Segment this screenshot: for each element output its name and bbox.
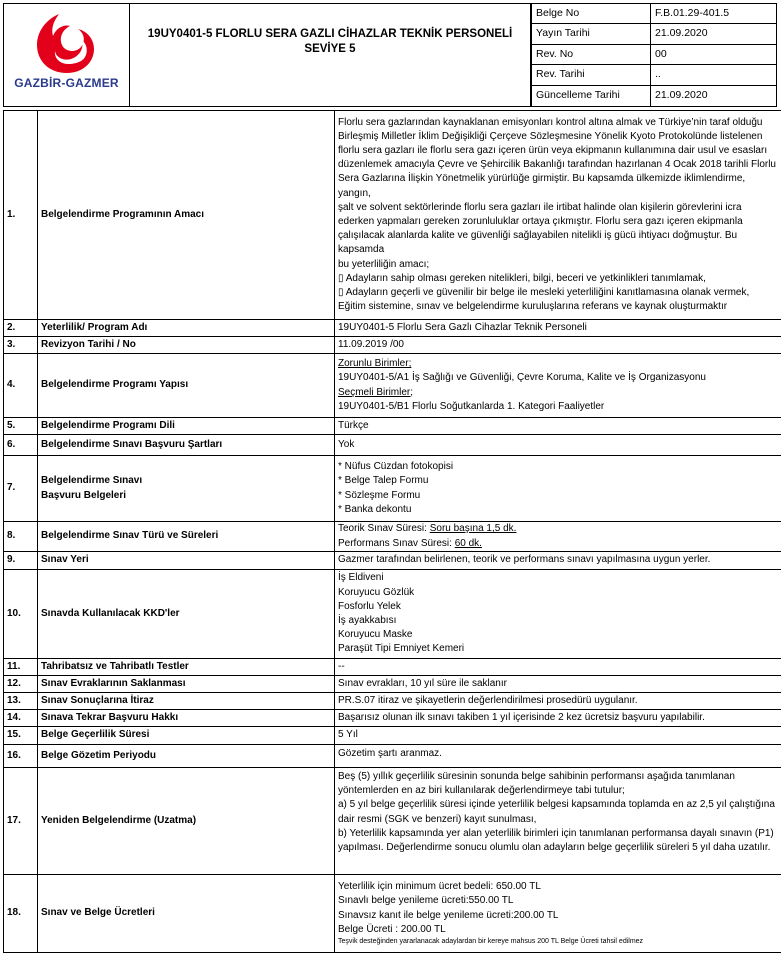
text-line: yapılması. Değerlendirme sonucu olumlu olan adayların belge geçerlilik süreleri 5 yıl daha uzatılır. [338,842,771,854]
text-line: çalışılacak alanlarda kalite ve güvenliği sağlayabilen nitelikli iş gücü ihtiyacı doğmuştur. Bu kapsamda [338,230,738,256]
table-row [4,710,781,727]
text-line: dair resmi (SGK ve benzeri) kayıt sunulması, [338,813,537,825]
text-line: Paraşüt Tipi Emniyet Kemeri [338,643,465,655]
meta-row [531,65,777,86]
meta-value: F.B.01.29-401.5 [651,3,777,24]
text-line: düzenlemek amacıyla Çevre ve Şehircilik Bakanlığı tarafından hazırlanan 4 Ocak 2018 tarihli Florlu [338,159,776,171]
text-line [338,537,778,551]
text-line: Sınavsız kanıt ile belge yenileme ücreti:200.00 TL [338,909,559,921]
meta-value: .. [651,65,777,86]
label-line: Başvuru Belgeleri [41,489,127,501]
row-label: Belge Gözetim Periyodu [38,745,335,768]
row-value [335,111,781,320]
text-line: 19UY0401-5/A1 İş Sağlığı ve Güvenliği, Çevre Koruma, Kalite ve İş Organizasyonu [338,372,706,384]
text-line: yöntemlerden en az biri kullanılarak değerlendirmeye tabi tutulur; [338,785,625,797]
text-line: Yeterlilik için minimum ücret bedeli: 650.00 TL [338,881,541,893]
text-line: * Sözleşme Formu [338,489,421,501]
row-value [335,456,781,522]
row-value [335,522,781,552]
row-label: Belgelendirme Programının Amacı [38,111,335,320]
row-label: Sınav Yeri [38,552,335,570]
table-row [4,659,781,676]
text-line: ▯ Adayların sahip olması gereken nitelikleri, bilgi, beceri ve yetkinlikleri tanımlamak, [338,272,706,284]
title-cell [130,3,531,107]
table-row [4,418,781,435]
text-line: florlu sera gazları ile florlu sera gazı içeren ürün veya ekipmanın kullanımına dair usul ve esasları [338,144,768,156]
text-part: Teorik Sınav Süresi: [338,523,430,535]
row-number: 18. [4,875,38,953]
text-line: * Banka dekontu [338,503,412,515]
text-line: Florlu sera gazlarından kaynaklanan emisyonları kontrol altına almak ve Türkiye’nin taraf olduğu [338,116,763,128]
table-row [4,111,781,320]
row-value: 19UY0401-5 Florlu Sera Gazlı Cihazlar Teknik Personeli [335,320,781,337]
text-line: * Belge Talep Formu [338,475,429,487]
row-number: 2. [4,320,38,337]
text-line: Eğitim sistemine, sınav ve belgelendirme kuruluşlarına referans ve kaynak oluşturmaktır [338,301,728,313]
row-label: Tahribatsız ve Tahribatlı Testler [38,659,335,676]
row-label: Sınava Tekrar Başvuru Hakkı [38,710,335,727]
document-meta-table [531,3,777,107]
row-value: Sınav evrakları, 10 yıl süre ile saklanır [335,676,781,693]
table-row [4,676,781,693]
row-value [335,768,781,875]
table-row [4,875,781,953]
document-title [148,27,512,57]
row-value: -- [335,659,781,676]
row-label [38,456,335,522]
table-row [4,320,781,337]
meta-row [531,3,777,24]
text-line: ▯ Adayların geçerli ve güvenilir bir belge ile mesleki yeterliliğini kanıtlamasına olanak vermek, [338,287,750,299]
row-label: Belgelendirme Programı Dili [38,418,335,435]
program-table [3,110,781,953]
row-number: 10. [4,570,38,659]
row-number: 15. [4,727,38,745]
meta-key: Belge No [531,3,651,24]
row-number: 12. [4,676,38,693]
row-label: Sınav ve Belge Ücretleri [38,875,335,953]
table-row [4,693,781,710]
row-number: 11. [4,659,38,676]
row-label: Belge Geçerlilik Süresi [38,727,335,745]
row-label: Sınav Evraklarının Saklanması [38,676,335,693]
row-value: Gazmer tarafından belirlenen, teorik ve performans sınavı yapılmasına uygun yerler. [335,552,781,570]
row-value [335,875,781,953]
table-row [4,745,781,768]
row-number: 3. [4,337,38,354]
text-part: Soru başına 1,5 dk. [429,523,517,535]
text-line: b) Yeterlilik kapsamında yer alan yeterlilik birimleri için tanımlanan performansa dayalı sınavın (P1) [338,827,774,839]
title-line-2: SEVİYE 5 [304,43,356,55]
row-number: 7. [4,456,38,522]
table-row [4,727,781,745]
table-row [4,570,781,659]
text-line: ederken yapmaları gereken zorunluluklar ortaya çıkmıştır. Florlu sera gazı içeren ekipmanla [338,216,743,227]
text-line: Koruyucu Gözlük [338,586,415,598]
text-line: Sera Gazlarına İlişkin Yönetmelik yürürlüğe girmiştir. Bu kapsamda ülkemizde iklimlendirme, yangın, [338,173,746,199]
text-line: Koruyucu Maske [338,629,413,641]
row-value: Başarısız olunan ilk sınavı takiben 1 yıl içerisinde 2 kez ücretsiz başvuru yapılabilir. [335,710,781,727]
row-label: Sınavda Kullanılacak KKD'ler [38,570,335,659]
gazbir-gazmer-logo [34,12,100,74]
table-row [4,768,781,875]
row-number: 1. [4,111,38,320]
text-line: * Nüfus Cüzdan fotokopisi [338,461,454,473]
meta-row [531,45,777,66]
row-value: PR.S.07 itiraz ve şikayetlerin değerlendirilmesi prosedürü uygulanır. [335,693,781,710]
row-value [335,570,781,659]
row-value: 5 Yıl [335,727,781,745]
meta-key: Güncelleme Tarihi [531,86,651,107]
row-value: Yok [335,435,781,456]
row-value: 11.09.2019 /00 [335,337,781,354]
text-part: 60 dk. [454,537,482,549]
document-header [3,3,777,107]
meta-key: Rev. No [531,45,651,66]
row-number: 5. [4,418,38,435]
text-part: Performans Sınav Süresi: [338,537,455,549]
row-label: Sınav Sonuçlarına İtiraz [38,693,335,710]
text-line: Belge Ücreti : 200.00 TL [338,923,446,935]
row-value [335,354,781,418]
title-line-1: 19UY0401-5 FLORLU SERA GAZLI CİHAZLAR TEKNİK PERSONELİ [147,28,513,40]
row-value: Gözetim şartı aranmaz. [335,745,781,768]
fee-note: Teşvik desteğinden yararlanacak adaylardan bir kereye mahsus 200 TL Belge Ücreti tahsil edilmez [338,937,644,945]
row-number: 13. [4,693,38,710]
row-label: Yeterlilik/ Program Adı [38,320,335,337]
row-number: 14. [4,710,38,727]
text-line: İş Eldiveni [338,572,384,584]
meta-key: Rev. Tarihi [531,65,651,86]
logo-text: GAZBİR-GAZMER [14,76,119,90]
table-row [4,435,781,456]
text-line: a) 5 yıl belge geçerlilik süresi içinde yeterlilik belgesi kapsamında toplamda en az 2,5 yıl çalıştığına [338,799,775,811]
text-line: İş ayakkabısı [338,615,397,626]
text-line: Zorunlu Birimler; [338,358,412,370]
table-row [4,337,781,354]
row-number: 6. [4,435,38,456]
text-line: 19UY0401-5/B1 Florlu Soğutkanlarda 1. Kategori Faaliyetler [338,400,605,412]
row-number: 9. [4,552,38,570]
meta-key: Yayın Tarihi [531,24,651,45]
logo-cell [3,3,130,107]
row-number: 4. [4,354,38,418]
row-label: Revizyon Tarihi / No [38,337,335,354]
row-label: Belgelendirme Sınav Türü ve Süreleri [38,522,335,552]
table-row [4,522,781,552]
meta-value: 00 [651,45,777,66]
row-number: 17. [4,768,38,875]
text-line: Beş (5) yıllık geçerlilik süresinin sonunda belge sahibinin performansı aşağıda tanımlanan [338,771,735,782]
text-line: Seçmeli Birimler; [338,386,414,398]
table-row [4,354,781,418]
meta-row [531,86,777,107]
text-line: bu yeterliliğin amacı; [338,258,430,270]
text-line: Fosforlu Yelek [338,600,401,612]
row-value: Türkçe [335,418,781,435]
row-label: Yeniden Belgelendirme (Uzatma) [38,768,335,875]
table-row [4,456,781,522]
text-line: Birleşmiş Milletler İklim Değişikliği Çerçeve Sözleşmesine Yönelik Kyoto Protokolünde listelenen [338,130,763,142]
meta-row [531,24,777,45]
text-line [338,522,778,536]
meta-value: 21.09.2020 [651,24,777,45]
text-line: Sınavlı belge yenileme ücreti:550.00 TL [338,895,514,907]
row-number: 8. [4,522,38,552]
text-line: şalt ve solvent sektörlerinde florlu sera gazları ile irtibat halinde olan kişilerin görevlerini icra [338,201,742,213]
row-label: Belgelendirme Programı Yapısı [38,354,335,418]
row-number: 16. [4,745,38,768]
table-row [4,552,781,570]
label-line: Belgelendirme Sınavı [41,475,143,487]
meta-value: 21.09.2020 [651,86,777,107]
row-label: Belgelendirme Sınavı Başvuru Şartları [38,435,335,456]
